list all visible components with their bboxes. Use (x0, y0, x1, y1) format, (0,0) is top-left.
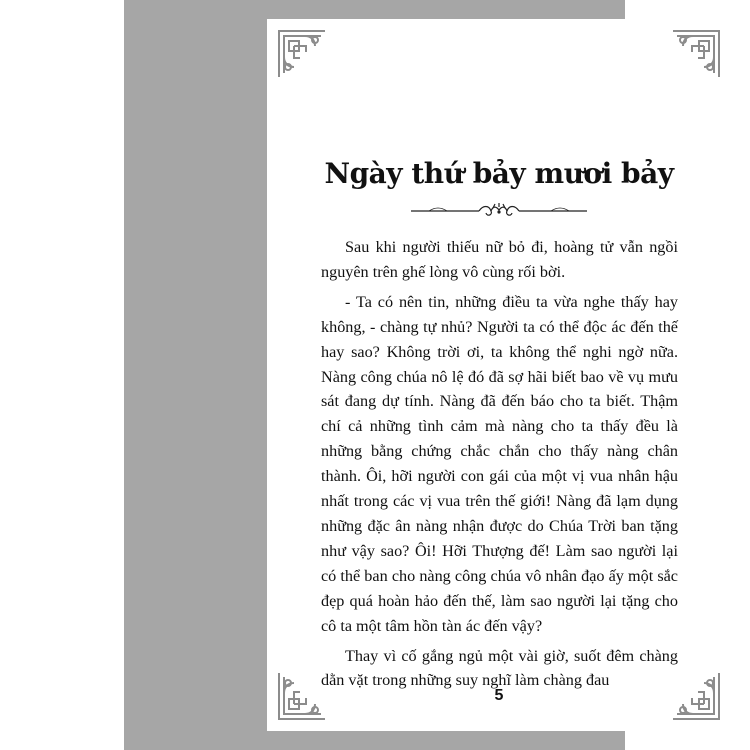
paragraph: Sau khi người thiếu nữ bỏ đi, hoàng tử vẫn ngồi nguyên trên ghế lòng vô cùng rối bời. (321, 238, 678, 281)
corner-ornament-icon (671, 29, 721, 79)
book-page (267, 19, 731, 731)
paragraph: - Ta có nên tin, những điều ta vừa nghe thấy hay không, - chàng tự nhủ? Người ta có thể độc ác đến thế hay sao? Không trời ơi, ta không thể nghi ngờ nữa. Nàng công chúa nô lệ đó đã sợ hãi biết bao về vụ mưu sát đang dự tính. Nàng đã đến báo cho ta biết. Thậm chí cả những tình cảm mà nàng cho ta thấy đều là những bằng chứng chắc chắn cho thấy nàng chân thành. Ôi, hỡi người con gái của một vị vua nhân hậu nhất trong các vị vua trên thế giới! Nàng đã lạm dụng những đặc ân nàng nhận được do Chúa Trời ban tặng như vậy sao? Ôi! Hỡi Thượng đế! Làm sao người lại có thể ban cho nàng công chúa vô nhân đạo ấy một sắc đẹp quá hoàn hảo đến thế, làm sao người lại tặng cho cô ta một tâm hồn tàn ác đến vậy? (321, 292, 678, 635)
flourish-divider-icon (409, 203, 589, 217)
paragraph: Thay vì cố gắng ngủ một vài giờ, suốt đêm chàng dằn vặt trong những suy nghĩ làm chàng đau (321, 646, 678, 690)
corner-ornament-icon (277, 29, 327, 79)
page-number: 5 (494, 687, 504, 704)
chapter-body (321, 235, 678, 698)
chapter-title: Ngày thứ bảy mươi bảy (324, 157, 674, 190)
book-page-frame (124, 0, 678, 750)
